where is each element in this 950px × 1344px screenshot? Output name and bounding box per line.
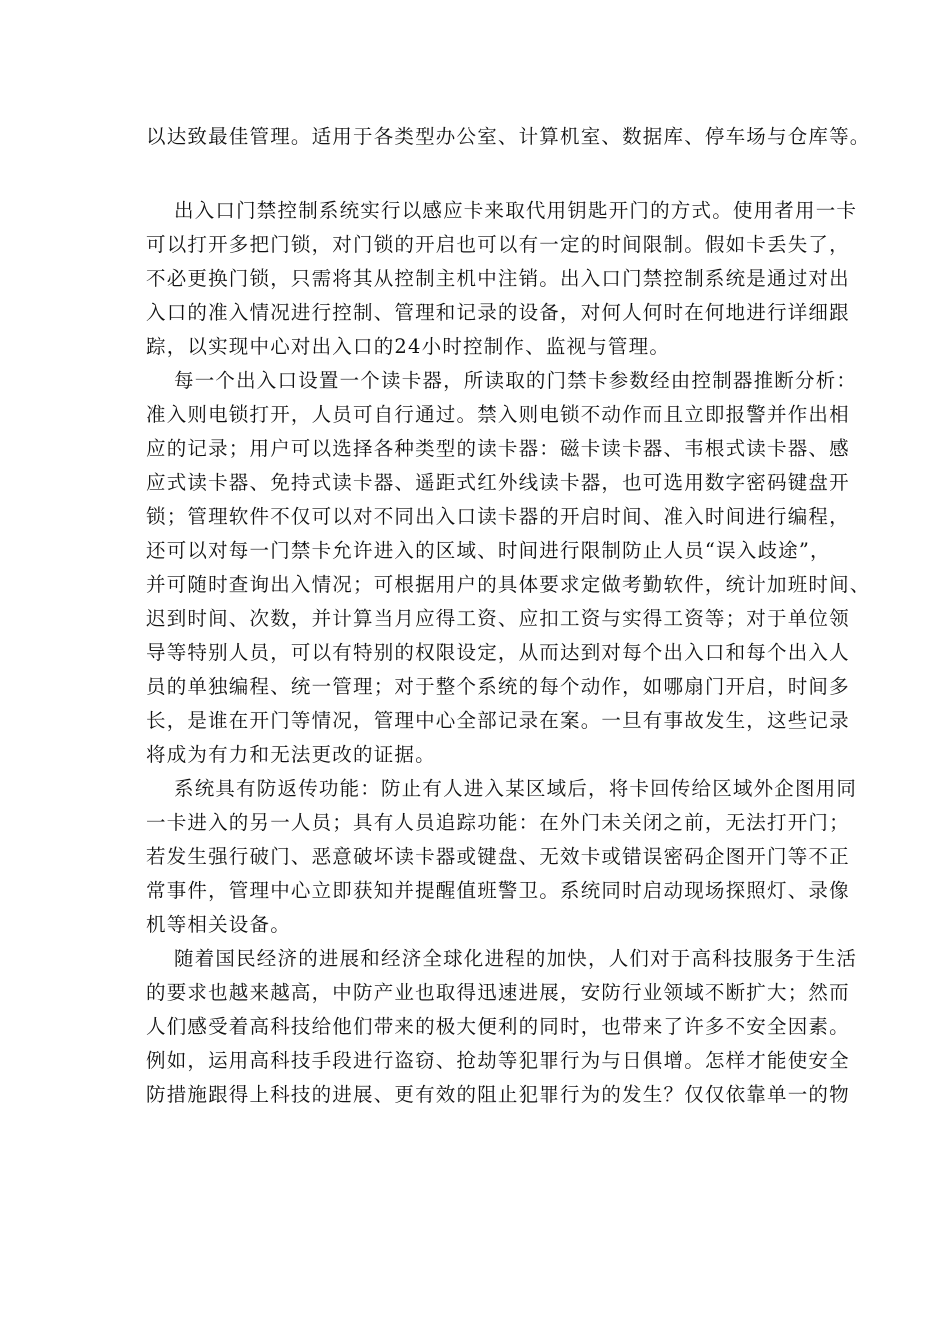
text-line: 应式读卡器、免持式读卡器、遥距式红外线读卡器，也可选用数字密码键盘开	[146, 471, 850, 494]
text-line: 导等特别人员，可以有特别的权限设定，从而达到对每个出入口和每个出入人	[146, 641, 850, 664]
text-line: 长，是谁在开门等情况，管理中心全部记录在案。一旦有事故发生，这些记录	[146, 709, 850, 732]
text-line: 入口的准入情况进行控制、管理和记录的设备，对何人何时在何地进行详细跟	[146, 301, 850, 324]
text-line: 不必更换门锁，只需将其从控制主机中注销。出入口门禁控制系统是通过对出	[146, 267, 850, 290]
text-line: 机等相关设备。	[146, 913, 291, 936]
text-line: 人们感受着高科技给他们带来的极大便利的同时，也带来了许多不安全因素。	[146, 1015, 850, 1038]
text-line: 应的记录；用户可以选择各种类型的读卡器：磁卡读卡器、韦根式读卡器、感	[146, 437, 850, 460]
text-line: 例如，运用高科技手段进行盗窃、抢劫等犯罪行为与日俱增。怎样才能使安全	[146, 1049, 850, 1072]
text-line: 踪，以实现中心对出入口的24小时控制作、监视与管理。	[146, 335, 671, 358]
text-line: 并可随时查询出入情况；可根据用户的具体要求定做考勤软件，统计加班时间、	[146, 573, 871, 596]
text-line: 以达致最佳管理。适用于各类型办公室、计算机室、数据库、停车场与仓库等。	[146, 125, 871, 148]
paragraph-first-line: 系统具有防返传功能：防止有人进入某区域后，将卡回传给区域外企图用同	[174, 777, 858, 800]
text-line: 一卡进入的另一人员；具有人员追踪功能：在外门未关闭之前，无法打开门；	[146, 811, 850, 834]
text-line: 若发生强行破门、恶意破坏读卡器或键盘、无效卡或错误密码企图开门等不正	[146, 845, 850, 868]
text-line: 防措施跟得上科技的进展、更有效的阻止犯罪行为的发生？仅仅依靠单一的物	[146, 1083, 850, 1106]
paragraph-first-line: 每一个出入口设置一个读卡器，所读取的门禁卡参数经由控制器推断分析：	[174, 369, 858, 392]
text-line: 迟到时间、次数，并计算当月应得工资、应扣工资与实得工资等；对于单位领	[146, 607, 850, 630]
text-line: 锁；管理软件不仅可以对不同出入口读卡器的开启时间、准入时间进行编程，	[146, 505, 850, 528]
text-line: 准入则电锁打开，人员可自行通过。禁入则电锁不动作而且立即报警并作出相	[146, 403, 850, 426]
paragraph-first-line: 出入口门禁控制系统实行以感应卡来取代用钥匙开门的方式。使用者用一卡	[174, 199, 858, 222]
text-line: 还可以对每一门禁卡允许进入的区域、时间进行限制防止人员“误入歧途”，	[146, 539, 831, 562]
text-line: 常事件，管理中心立即获知并提醒值班警卫。系统同时启动现场探照灯、录像	[146, 879, 850, 902]
paragraph-first-line: 随着国民经济的进展和经济全球化进程的加快，人们对于高科技服务于生活	[174, 947, 858, 970]
text-line: 的要求也越来越高，中防产业也取得迅速进展，安防行业领域不断扩大；然而	[146, 981, 850, 1004]
text-line: 可以打开多把门锁，对门锁的开启也可以有一定的时间限制。假如卡丢失了，	[146, 233, 850, 256]
text-line: 员的单独编程、统一管理；对于整个系统的每个动作，如哪扇门开启，时间多	[146, 675, 850, 698]
text-line: 将成为有力和无法更改的证据。	[146, 743, 436, 766]
